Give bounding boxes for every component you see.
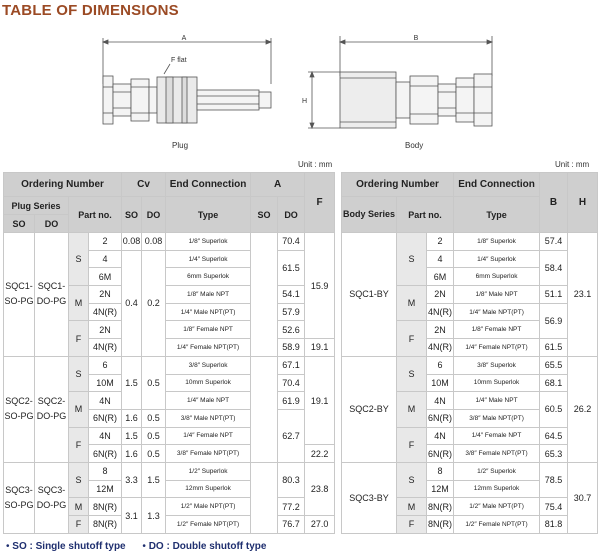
a-so-cell	[251, 356, 278, 462]
series-cell: SQC2-DO-PG	[35, 356, 69, 462]
plug-dimension-table	[3, 172, 335, 534]
cv-so-cell: 3.1	[122, 498, 142, 533]
part-cell: 4N(R)	[89, 339, 122, 357]
b-cell: 65.3	[540, 445, 568, 463]
type-cell: 10mm Superlok	[454, 374, 540, 392]
part-no-header: Part no.	[69, 197, 122, 233]
part-cell: 2N	[427, 286, 454, 304]
a-do-cell: 62.7	[278, 409, 305, 462]
part-cell: 2N	[89, 321, 122, 339]
series-cell: SQC2-SO-PG	[4, 356, 35, 462]
a-do-cell: 77.2	[278, 498, 305, 516]
part-cell: 6N(R)	[427, 445, 454, 463]
a-do-cell: 76.7	[278, 516, 305, 534]
cv-so-cell: 1.6	[122, 445, 142, 463]
type-header: Type	[166, 197, 251, 233]
body-part-no-header: Part no.	[397, 197, 454, 233]
a-so-cell	[251, 233, 278, 357]
part-cell: 2N	[427, 321, 454, 339]
material-cell: S	[397, 462, 427, 497]
type-cell: 3/8″ Superlok	[166, 356, 251, 374]
part-cell: 4	[427, 250, 454, 268]
type-cell: 1/2″ Superlok	[166, 462, 251, 480]
b-cell: 78.5	[540, 462, 568, 497]
part-cell: 4N	[427, 392, 454, 410]
type-cell: 1/4″ Male NPT	[454, 392, 540, 410]
cv-so-cell: 1.6	[122, 409, 142, 427]
series-cell: SQC1-DO-PG	[35, 233, 69, 357]
b-cell: 60.5	[540, 392, 568, 427]
b-cell: 64.5	[540, 427, 568, 445]
part-cell: 8N(R)	[89, 498, 122, 516]
f-header: F	[305, 173, 335, 233]
b-cell: 51.1	[540, 286, 568, 304]
type-cell: 1/8″ Superlok	[166, 233, 251, 251]
cv-do-cell: 0.08	[142, 233, 166, 251]
b-cell: 81.8	[540, 516, 568, 534]
cv-do-cell: 0.5	[142, 427, 166, 445]
part-cell: 4N	[427, 427, 454, 445]
part-cell: 4	[89, 250, 122, 268]
series-cell: SQC3-DO-PG	[35, 462, 69, 533]
a-do-cell: 61.9	[278, 392, 305, 410]
material-cell: F	[69, 516, 89, 534]
part-cell: 8N(R)	[427, 498, 454, 516]
part-cell: 8N(R)	[427, 516, 454, 534]
cv-so-cell: 1.5	[122, 427, 142, 445]
table-row	[342, 233, 598, 251]
body-type-header: Type	[454, 197, 540, 233]
a-do-cell: 54.1	[278, 286, 305, 304]
part-cell: 6M	[427, 268, 454, 286]
body-dimension-table	[341, 172, 598, 534]
body-dim-h-label: H	[302, 98, 308, 105]
legend-so: SO : Single shutoff type	[12, 541, 126, 552]
cv-so-header: SO	[122, 197, 142, 233]
body-series-header: Body Series	[342, 197, 397, 233]
part-cell: 6N(R)	[427, 409, 454, 427]
type-cell: 1/4″ Male NPT(PT)	[454, 303, 540, 321]
f-cell: 15.9	[305, 233, 335, 339]
a-do-cell: 80.3	[278, 462, 305, 497]
body-series-cell: SQC2-BY	[342, 356, 397, 462]
h-cell: 23.1	[568, 233, 598, 357]
plug-caption: Plug	[172, 141, 189, 150]
material-cell: S	[397, 233, 427, 286]
cv-so-cell: 1.5	[122, 356, 142, 409]
a-do-cell: 70.4	[278, 233, 305, 251]
part-cell: 2N	[89, 286, 122, 304]
material-cell: S	[397, 356, 427, 391]
b-header: B	[540, 173, 568, 233]
h-cell: 26.2	[568, 356, 598, 462]
so-series-header: SO	[4, 215, 35, 233]
b-cell: 57.4	[540, 233, 568, 251]
type-cell: 12mm Superlok	[166, 480, 251, 498]
type-cell: 3/8″ Male NPT(PT)	[166, 409, 251, 427]
type-cell: 1/4″ Male NPT(PT)	[166, 303, 251, 321]
end-connection-header: End Connection	[166, 173, 251, 197]
type-cell: 3/8″ Female NPT(PT)	[166, 445, 251, 463]
type-cell: 1/4″ Male NPT	[166, 392, 251, 410]
series-cell: SQC3-SO-PG	[4, 462, 35, 533]
legend-do: DO : Double shutoff type	[148, 541, 267, 552]
part-cell: 10M	[427, 374, 454, 392]
a-header: A	[251, 173, 305, 197]
a-do-cell: 61.5	[278, 250, 305, 285]
body-caption: Body	[405, 141, 424, 150]
page-title: TABLE OF DIMENSIONS	[2, 2, 179, 19]
type-cell: 1/2″ Female NPT(PT)	[166, 516, 251, 534]
type-cell: 6mm Superlok	[454, 268, 540, 286]
plug-unit-label: Unit : mm	[298, 160, 333, 169]
a-so-header: SO	[251, 197, 278, 233]
type-cell: 1/8″ Female NPT	[166, 321, 251, 339]
material-cell: M	[69, 392, 89, 427]
type-cell: 1/8″ Male NPT	[166, 286, 251, 304]
material-cell: M	[69, 286, 89, 321]
type-cell: 1/8″ Male NPT	[454, 286, 540, 304]
a-do-cell: 58.9	[278, 339, 305, 357]
f-cell: 27.0	[305, 516, 335, 534]
part-cell: 12M	[89, 480, 122, 498]
part-cell: 12M	[427, 480, 454, 498]
type-cell: 1/4″ Female NPT(PT)	[166, 339, 251, 357]
material-cell: M	[397, 498, 427, 516]
part-cell: 4N(R)	[427, 339, 454, 357]
table-row	[4, 356, 335, 374]
type-cell: 1/8″ Superlok	[454, 233, 540, 251]
type-cell: 12mm Superlok	[454, 480, 540, 498]
body-series-cell: SQC1-BY	[342, 233, 397, 357]
do-series-header: DO	[35, 215, 69, 233]
plug-series-header: Plug Series	[4, 197, 69, 215]
cv-do-cell: 1.5	[142, 462, 166, 497]
type-cell: 3/8″ Female NPT(PT)	[454, 445, 540, 463]
type-cell: 3/8″ Male NPT(PT)	[454, 409, 540, 427]
type-cell: 6mm Superlok	[166, 268, 251, 286]
cv-so-cell: 0.4	[122, 250, 142, 356]
h-cell: 30.7	[568, 462, 598, 533]
part-cell: 4N(R)	[427, 303, 454, 321]
type-cell: 1/2″ Female NPT(PT)	[454, 516, 540, 534]
type-cell: 1/4″ Superlok	[454, 250, 540, 268]
body-unit-label: Unit : mm	[555, 160, 590, 169]
cv-do-cell: 0.2	[142, 250, 166, 356]
a-do-cell: 67.1	[278, 356, 305, 374]
material-cell: M	[397, 392, 427, 427]
type-cell: 1/4″ Female NPT(PT)	[454, 339, 540, 357]
part-cell: 4N	[89, 427, 122, 445]
part-cell: 6N(R)	[89, 445, 122, 463]
material-cell: M	[69, 498, 89, 516]
a-do-cell: 70.4	[278, 374, 305, 392]
table-row	[4, 462, 335, 480]
type-cell: 1/2″ Superlok	[454, 462, 540, 480]
body-end-connection-header: End Connection	[454, 173, 540, 197]
material-cell: M	[397, 286, 427, 321]
b-cell: 65.5	[540, 356, 568, 374]
cv-do-cell: 0.5	[142, 356, 166, 409]
body-dim-b-label: B	[413, 35, 419, 42]
part-cell: 10M	[89, 374, 122, 392]
cv-do-cell: 0.5	[142, 445, 166, 463]
b-cell: 56.9	[540, 303, 568, 338]
a-do-header: DO	[278, 197, 305, 233]
body-drawing	[300, 32, 520, 142]
type-cell: 1/2″ Male NPT(PT)	[454, 498, 540, 516]
material-cell: S	[69, 233, 89, 286]
f-cell: 23.8	[305, 462, 335, 515]
f-cell: 19.1	[305, 356, 335, 444]
h-header: H	[568, 173, 598, 233]
type-cell: 1/2″ Male NPT(PT)	[166, 498, 251, 516]
b-cell: 61.5	[540, 339, 568, 357]
a-so-cell	[251, 462, 278, 533]
cv-so-cell: 3.3	[122, 462, 142, 497]
plug-flat-label: F flat	[171, 57, 187, 64]
part-cell: 6N(R)	[89, 409, 122, 427]
cv-so-cell: 0.08	[122, 233, 142, 251]
b-cell: 58.4	[540, 250, 568, 285]
type-cell: 1/4″ Superlok	[166, 250, 251, 268]
material-cell: S	[69, 462, 89, 497]
part-cell: 6M	[89, 268, 122, 286]
type-cell: 1/4″ Female NPT	[454, 427, 540, 445]
part-cell: 2	[427, 233, 454, 251]
part-cell: 8	[89, 462, 122, 480]
part-cell: 6	[427, 356, 454, 374]
series-cell: SQC1-SO-PG	[4, 233, 35, 357]
material-cell: F	[397, 516, 427, 534]
type-cell: 10mm Superlok	[166, 374, 251, 392]
type-cell: 1/8″ Female NPT	[454, 321, 540, 339]
table-row	[342, 356, 598, 374]
cv-do-cell: 0.5	[142, 409, 166, 427]
f-cell: 22.2	[305, 445, 335, 463]
table-row	[342, 462, 598, 480]
plug-dim-a-label: A	[181, 35, 187, 42]
legend-bullet: •	[142, 541, 149, 552]
f-cell: 19.1	[305, 339, 335, 357]
material-cell: F	[69, 427, 89, 462]
body-series-cell: SQC3-BY	[342, 462, 397, 533]
b-cell: 75.4	[540, 498, 568, 516]
material-cell: F	[397, 321, 427, 356]
legend	[6, 541, 266, 552]
part-cell: 4N(R)	[89, 303, 122, 321]
part-cell: 8	[427, 462, 454, 480]
part-cell: 6	[89, 356, 122, 374]
a-do-cell: 57.9	[278, 303, 305, 321]
part-cell: 8N(R)	[89, 516, 122, 534]
body-ordering-number-header: Ordering Number	[342, 173, 454, 197]
plug-drawing	[100, 32, 276, 142]
part-cell: 2	[89, 233, 122, 251]
type-cell: 1/4″ Female NPT	[166, 427, 251, 445]
cv-do-header: DO	[142, 197, 166, 233]
material-cell: F	[397, 427, 427, 462]
material-cell: F	[69, 321, 89, 356]
cv-header: Cv	[122, 173, 166, 197]
b-cell: 68.1	[540, 374, 568, 392]
part-cell: 4N	[89, 392, 122, 410]
cv-do-cell: 1.3	[142, 498, 166, 533]
ordering-number-header: Ordering Number	[4, 173, 122, 197]
a-do-cell: 52.6	[278, 321, 305, 339]
material-cell: S	[69, 356, 89, 391]
table-row	[4, 233, 335, 251]
legend-bullet: •	[6, 541, 13, 552]
type-cell: 3/8″ Superlok	[454, 356, 540, 374]
